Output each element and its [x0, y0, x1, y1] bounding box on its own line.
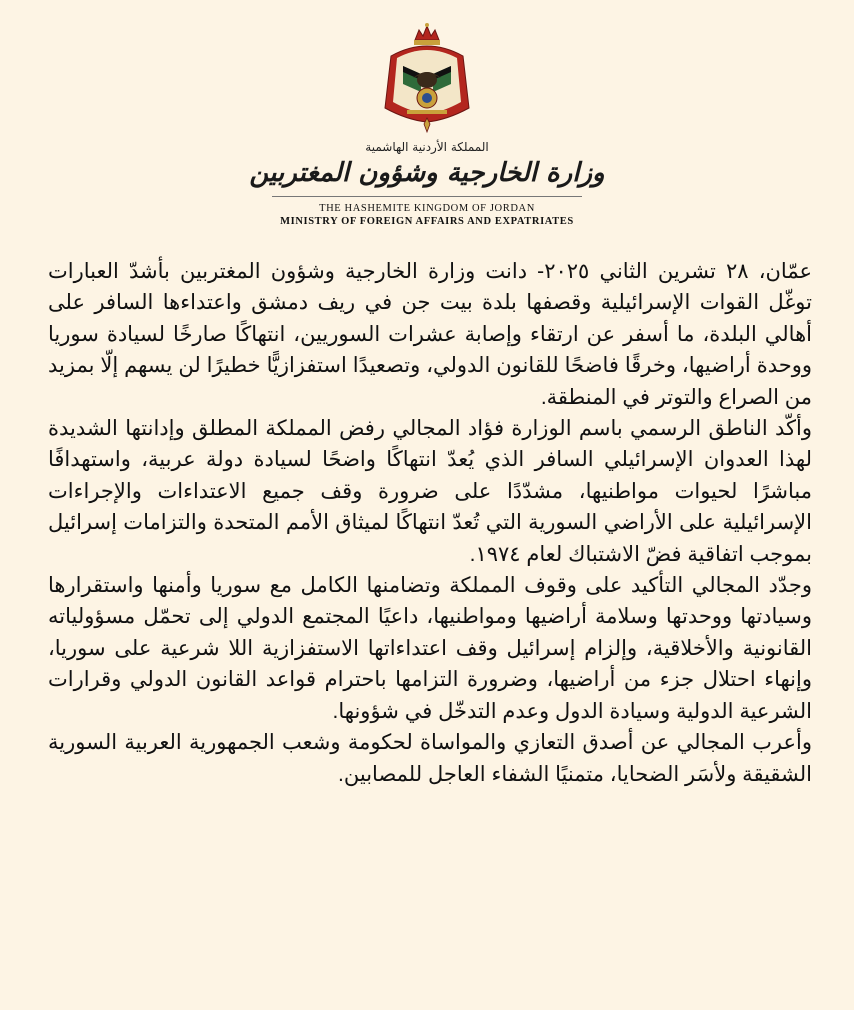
- statement-paragraph: عمّان، ٢٨ تشرين الثاني ٢٠٢٥- دانت وزارة الخارجية وشؤون المغتربين بأشدّ العبارات توغّل القوات الإسرائيلية وقصفها بلدة بيت جن في ريف دمشق واعتداءها السافر على أهالي البلدة، ما أسفر عن ارتقاء وإصابة عشرات السوريين، انتهاكًا صارخًا لسيادة سوريا ووحدة أراضيها، وخرقًا فاضحًا للقانون الدولي، وتصعيدًا استفزازيًّا خطيرًا لن يسهم إلّا بمزيد من الصراع والتوتر في المنطقة.: [48, 260, 812, 409]
- kingdom-name-arabic: المملكة الأردنية الهاشمية: [365, 140, 489, 154]
- statement-paragraph: وأعرب المجالي عن أصدق التعازي والمواساة لحكومة وشعب الجمهورية العربية السورية الشقيقة ولأسَر الضحايا، متمنيًا الشفاء العاجل للمصابين.: [48, 731, 812, 786]
- royal-crest-icon: [377, 22, 477, 134]
- ministry-name-arabic: وزارة الخارجية وشؤون المغتربين: [249, 158, 605, 188]
- letterhead-divider: [272, 196, 582, 197]
- statement-body: [48, 256, 812, 790]
- ministry-name-english: MINISTRY OF FOREIGN AFFAIRS AND EXPATRIATES: [280, 216, 574, 227]
- kingdom-name-english: THE HASHEMITE KINGDOM OF JORDAN: [319, 203, 535, 214]
- statement-paragraph: وجدّد المجالي التأكيد على وقوف المملكة وتضامنها الكامل مع سوريا وأمنها واستقرارها وسيادتها ووحدتها وسلامة أراضيها ومواطنيها، داعيًا المجتمع الدولي إلى تحمّل مسؤولياته القانونية والأخلاقية، وإلزام إسرائيل وقف اعتداءاتها الاستفزازية اللا شرعية على سوريا، وإنهاء احتلال جزء من أراضيها، وضرورة التزامها باحترام قواعد القانون الدولي وقرارات الشرعية الدولية وسيادة الدول وعدم التدخّل في شؤونها.: [48, 574, 812, 723]
- statement-paragraph: وأكّد الناطق الرسمي باسم الوزارة فؤاد المجالي رفض المملكة المطلق وإدانتها الشديدة لهذا العدوان الإسرائيلي السافر الذي يُعدّ انتهاكًا واضحًا لسيادة دولة عربية، واستهدافًا مباشرًا لحيوات مواطنيها، مشدّدًا على ضرورة وقف جميع الاعتداءات والإجراءات الإسرائيلية على الأراضي السورية التي تُعدّ انتهاكًا لميثاق الأمم المتحدة والتزامات إسرائيل بموجب اتفاقية فضّ الاشتباك لعام ١٩٧٤.: [48, 417, 812, 566]
- letterhead: [0, 22, 854, 229]
